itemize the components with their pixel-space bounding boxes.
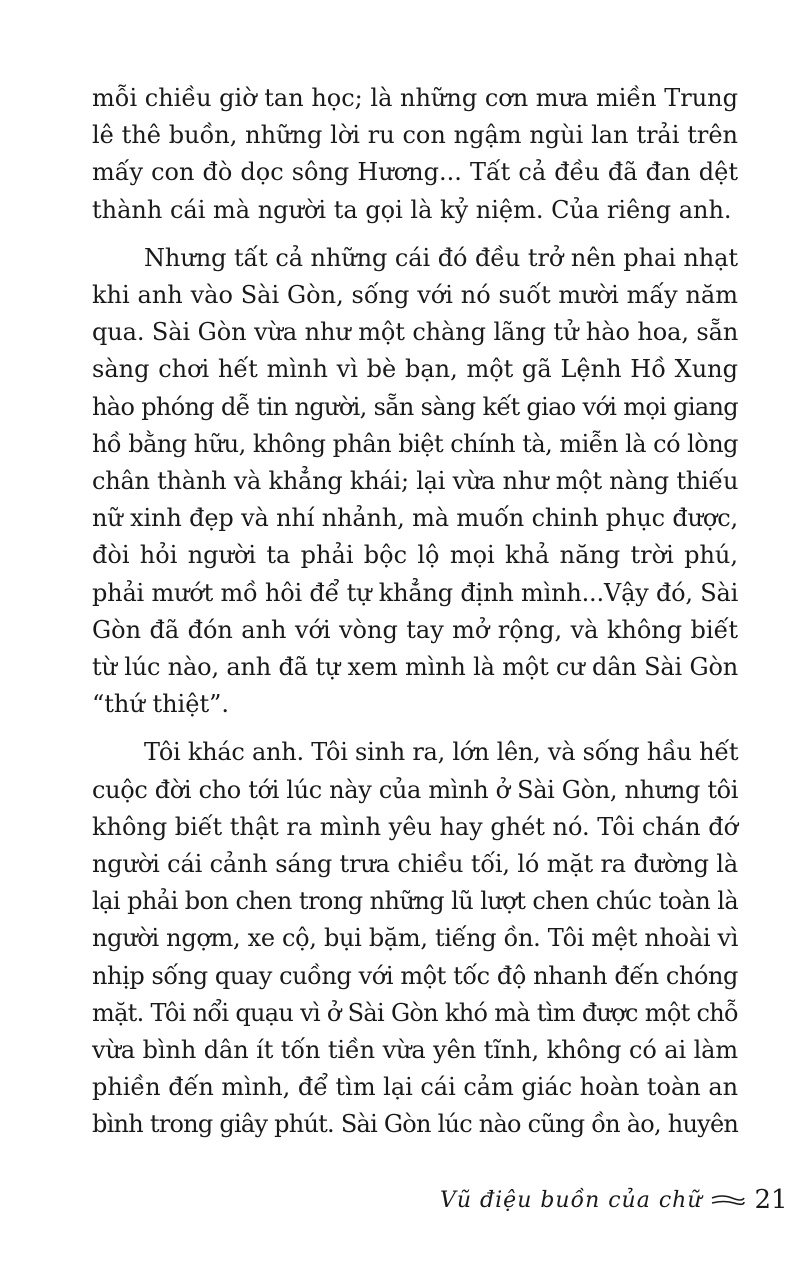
text-line: cuộc đời cho tới lúc này của mình ở Sài Gòn, nhưng tôi <box>92 775 739 804</box>
swash-ornament-icon <box>710 1192 746 1208</box>
text-line: vừa bình dân ít tốn tiền vừa yên tĩnh, không có ai làm <box>92 1036 739 1065</box>
text-line: nữ xinh đẹp và nhí nhảnh, mà muốn chinh phục được, <box>92 504 738 533</box>
page-footer <box>440 1180 788 1220</box>
text-line: Gòn đã đón anh với vòng tay mở rộng, và không biết <box>92 615 738 644</box>
text-line: Tôi khác anh. Tôi sinh ra, lớn lên, và sống hầu hết <box>144 738 739 767</box>
text-line: Nhưng tất cả những cái đó đều trở nên phai nhạt <box>144 243 738 272</box>
text-line: nhịp sống quay cuồng với một tốc độ nhanh đến chóng <box>92 961 738 990</box>
text-line: lại phải bon chen trong những lũ lượt chen chúc toàn là <box>92 887 739 916</box>
running-title: Vũ điệu buồn của chữ <box>440 1187 703 1213</box>
text-line: người ngợm, xe cộ, bụi bặm, tiếng ồn. Tôi mệt nhoài vì <box>92 924 739 953</box>
text-line: khi anh vào Sài Gòn, sống với nó suốt mười mấy năm <box>92 281 738 310</box>
text-line: đòi hỏi người ta phải bộc lộ mọi khả năng trời phú, <box>92 541 738 570</box>
body-text <box>92 80 738 1155</box>
text-line: không biết thật ra mình yêu hay ghét nó. Tôi chán đớ <box>92 812 738 841</box>
text-line: “thứ thiệt”. <box>92 690 229 719</box>
page-number: 21 <box>754 1185 788 1215</box>
text-line: hào phóng dễ tin người, sẵn sàng kết giao với mọi giang <box>92 392 738 421</box>
text-line: người cái cảnh sáng trưa chiều tối, ló mặt ra đường là <box>92 850 738 879</box>
text-line: từ lúc nào, anh đã tự xem mình là một cư dân Sài Gòn <box>92 653 739 682</box>
text-line: mặt. Tôi nổi quạu vì ở Sài Gòn khó mà tìm được một chỗ <box>92 998 738 1027</box>
text-line: thành cái mà người ta gọi là kỷ niệm. Của riêng anh. <box>92 195 732 224</box>
paragraph-1 <box>92 80 738 229</box>
text-line: phải mướt mồ hôi để tự khẳng định mình...Vậy đó, Sài <box>92 578 739 607</box>
text-line: chân thành và khẳng khái; lại vừa như một nàng thiếu <box>92 467 739 496</box>
text-line: phiền đến mình, để tìm lại cái cảm giác hoàn toàn an <box>92 1073 739 1102</box>
text-line: lê thê buồn, những lời ru con ngậm ngùi lan trải trên <box>92 121 738 150</box>
paragraph-3 <box>92 734 738 1143</box>
text-line: bình trong giây phút. Sài Gòn lúc nào cũng ồn ào, huyên <box>92 1110 739 1139</box>
text-line: sàng chơi hết mình vì bè bạn, một gã Lệnh Hồ Xung <box>92 355 738 384</box>
text-line: hồ bằng hữu, không phân biệt chính tà, miễn là có lòng <box>92 429 738 458</box>
text-line: mấy con đò dọc sông Hương... Tất cả đều đã đan dệt <box>92 158 738 187</box>
text-line: qua. Sài Gòn vừa như một chàng lãng tử hào hoa, sẵn <box>92 318 739 347</box>
text-line: mỗi chiều giờ tan học; là những cơn mưa miền Trung <box>92 84 738 112</box>
paragraph-2 <box>92 240 738 724</box>
